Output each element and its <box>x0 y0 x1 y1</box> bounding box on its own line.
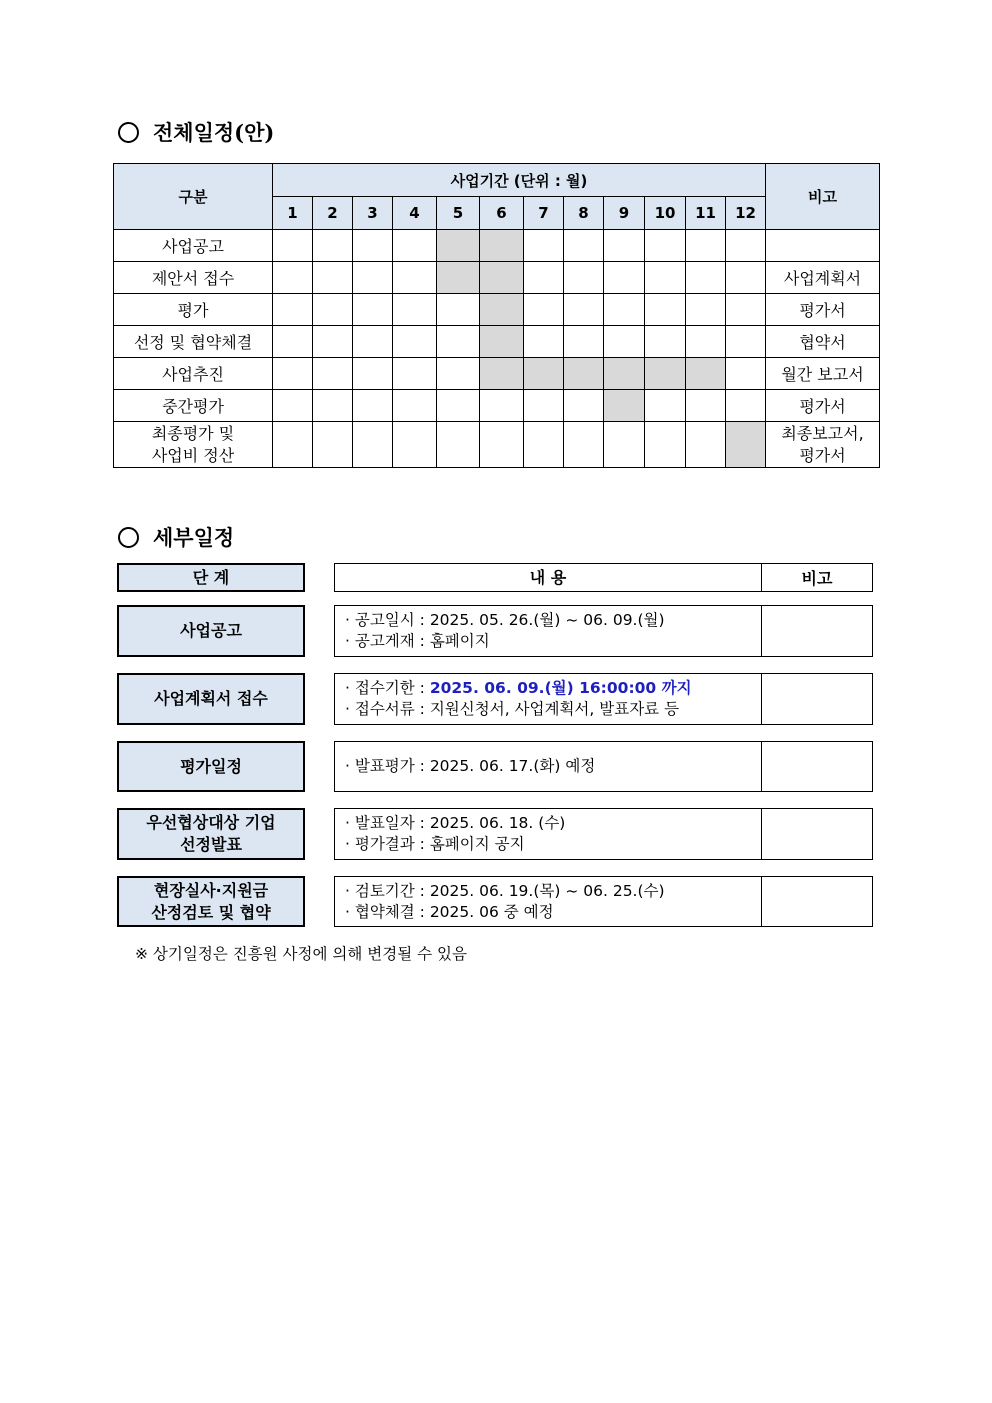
month-header-1: 1 <box>273 197 313 230</box>
month-cell <box>273 390 313 422</box>
month-cell <box>604 262 645 294</box>
active-month-cell <box>604 358 645 390</box>
active-month-cell <box>480 326 524 358</box>
month-cell <box>645 326 686 358</box>
detail-stage-label: 평가일정 <box>117 741 305 792</box>
schedule-row <box>114 358 880 390</box>
month-cell <box>353 294 393 326</box>
detail-stage-label: 사업계획서 접수 <box>117 673 305 725</box>
detail-content-line: · 발표일자 : 2025. 06. 18. (수) <box>345 814 566 832</box>
month-cell <box>726 326 766 358</box>
detail-header-note: 비고 <box>761 563 873 592</box>
schedule-row-note: 협약서 <box>766 326 880 358</box>
month-cell <box>393 262 437 294</box>
month-cell <box>524 390 564 422</box>
schedule-row-label: 최종평가 및 사업비 정산 <box>114 422 273 468</box>
month-header-7: 7 <box>524 197 564 230</box>
header-period: 사업기간 (단위 : 월) <box>273 164 766 197</box>
month-cell <box>313 390 353 422</box>
month-cell <box>393 294 437 326</box>
month-cell <box>726 294 766 326</box>
month-cell <box>480 422 524 468</box>
month-cell <box>353 230 393 262</box>
month-cell <box>353 422 393 468</box>
detail-stage-note <box>761 741 873 792</box>
detail-content-line: · 협약체결 : 2025. 06 중 예정 <box>345 902 554 921</box>
month-cell <box>437 294 480 326</box>
month-cell <box>686 230 726 262</box>
active-month-cell <box>480 230 524 262</box>
detail-stage-content <box>334 808 762 860</box>
month-cell <box>645 262 686 294</box>
detail-stage-note <box>761 605 873 657</box>
month-cell <box>524 230 564 262</box>
month-cell <box>604 230 645 262</box>
month-cell <box>313 358 353 390</box>
month-cell <box>564 326 604 358</box>
month-cell <box>604 326 645 358</box>
month-header-6: 6 <box>480 197 524 230</box>
detail-stage-label: 우선협상대상 기업 선정발표 <box>117 808 305 860</box>
month-cell <box>686 294 726 326</box>
detail-content-line: · 검토기간 : 2025. 06. 19.(목) ~ 06. 25.(수) <box>345 881 665 900</box>
month-cell <box>313 422 353 468</box>
month-cell <box>437 358 480 390</box>
month-cell <box>604 294 645 326</box>
month-cell <box>564 390 604 422</box>
schedule-row-note: 평가서 <box>766 294 880 326</box>
month-cell <box>645 294 686 326</box>
schedule-row-note: 최종보고서, 평가서 <box>766 422 880 468</box>
month-header-2: 2 <box>313 197 353 230</box>
active-month-cell <box>524 358 564 390</box>
active-month-cell <box>726 422 766 468</box>
schedule-row-label: 사업공고 <box>114 230 273 262</box>
month-cell <box>726 390 766 422</box>
overall-schedule-table <box>113 163 880 468</box>
month-cell <box>313 262 353 294</box>
month-cell <box>437 422 480 468</box>
month-cell <box>273 358 313 390</box>
month-cell <box>273 422 313 468</box>
schedule-row-label: 제안서 접수 <box>114 262 273 294</box>
month-cell <box>524 262 564 294</box>
month-cell <box>353 262 393 294</box>
month-cell <box>524 294 564 326</box>
month-cell <box>726 262 766 294</box>
schedule-row <box>114 326 880 358</box>
detail-content-line: · 접수기한 : 2025. 06. 09.(월) 16:00:00 까지 <box>345 679 692 697</box>
active-month-cell <box>645 358 686 390</box>
schedule-row <box>114 422 880 468</box>
month-cell <box>686 262 726 294</box>
month-cell <box>645 422 686 468</box>
detail-stage-content <box>334 605 762 657</box>
month-cell <box>393 390 437 422</box>
month-cell <box>353 326 393 358</box>
schedule-row <box>114 390 880 422</box>
detail-schedule-title <box>118 522 234 552</box>
schedule-footnote: ※ 상기일정은 진흥원 사정에 의해 변경될 수 있음 <box>135 945 467 963</box>
schedule-row-label: 선정 및 협약체결 <box>114 326 273 358</box>
active-month-cell <box>564 358 604 390</box>
month-cell <box>726 358 766 390</box>
month-cell <box>686 326 726 358</box>
month-cell <box>437 326 480 358</box>
detail-stage-note <box>761 673 873 725</box>
detail-stage-label: 현장실사·지원금 산정검토 및 협약 <box>117 876 305 927</box>
detail-content-line: · 평가결과 : 홈페이지 공지 <box>345 835 525 853</box>
month-cell <box>564 230 604 262</box>
schedule-row-note: 월간 보고서 <box>766 358 880 390</box>
month-cell <box>393 230 437 262</box>
month-cell <box>353 390 393 422</box>
month-header-4: 4 <box>393 197 437 230</box>
month-cell <box>564 422 604 468</box>
month-cell <box>313 294 353 326</box>
schedule-row-label: 중간평가 <box>114 390 273 422</box>
month-cell <box>686 422 726 468</box>
month-cell <box>313 230 353 262</box>
overall-schedule-title <box>118 117 274 147</box>
month-cell <box>393 422 437 468</box>
header-note: 비고 <box>766 164 880 230</box>
month-cell <box>313 326 353 358</box>
schedule-row-label: 평가 <box>114 294 273 326</box>
month-cell <box>273 294 313 326</box>
month-header-8: 8 <box>564 197 604 230</box>
detail-content-line: · 공고게재 : 홈페이지 <box>345 632 490 650</box>
month-header-11: 11 <box>686 197 726 230</box>
month-cell <box>564 294 604 326</box>
month-cell <box>393 358 437 390</box>
schedule-row <box>114 294 880 326</box>
month-cell <box>524 422 564 468</box>
circle-bullet-icon <box>118 122 139 143</box>
month-cell <box>273 230 313 262</box>
month-cell <box>564 262 604 294</box>
month-cell <box>645 230 686 262</box>
month-cell <box>726 230 766 262</box>
month-cell <box>353 358 393 390</box>
month-header-5: 5 <box>437 197 480 230</box>
detail-content-line: · 발표평가 : 2025. 06. 17.(화) 예정 <box>345 757 596 775</box>
month-header-12: 12 <box>726 197 766 230</box>
month-cell <box>393 326 437 358</box>
month-cell <box>437 390 480 422</box>
active-month-cell <box>480 262 524 294</box>
active-month-cell <box>480 294 524 326</box>
detail-schedule-title-text: 세부일정 <box>153 525 235 550</box>
active-month-cell <box>480 358 524 390</box>
detail-stage-content <box>334 741 762 792</box>
month-cell <box>273 262 313 294</box>
detail-header-stage: 단 계 <box>117 563 305 592</box>
detail-stage-note <box>761 808 873 860</box>
month-header-10: 10 <box>645 197 686 230</box>
active-month-cell <box>437 262 480 294</box>
detail-stage-content <box>334 876 762 927</box>
header-category: 구분 <box>114 164 273 230</box>
overall-schedule-title-text: 전체일정(안) <box>153 120 275 145</box>
detail-content-line: · 접수서류 : 지원신청서, 사업계획서, 발표자료 등 <box>345 700 680 718</box>
detail-stage-label: 사업공고 <box>117 605 305 657</box>
schedule-row <box>114 262 880 294</box>
detail-stage-note <box>761 876 873 927</box>
month-cell <box>604 422 645 468</box>
schedule-row <box>114 230 880 262</box>
circle-bullet-icon <box>118 527 139 548</box>
schedule-row-note: 사업계획서 <box>766 262 880 294</box>
active-month-cell <box>437 230 480 262</box>
month-cell <box>645 390 686 422</box>
active-month-cell <box>686 358 726 390</box>
schedule-row-note: 평가서 <box>766 390 880 422</box>
month-cell <box>480 390 524 422</box>
detail-stage-content <box>334 673 762 725</box>
schedule-row-note <box>766 230 880 262</box>
schedule-row-label: 사업추진 <box>114 358 273 390</box>
active-month-cell <box>604 390 645 422</box>
month-cell <box>524 326 564 358</box>
month-header-3: 3 <box>353 197 393 230</box>
month-header-9: 9 <box>604 197 645 230</box>
detail-header-content: 내 용 <box>334 563 762 592</box>
month-cell <box>686 390 726 422</box>
deadline-highlight: 2025. 06. 09.(월) 16:00:00 까지 <box>429 679 692 697</box>
month-cell <box>273 326 313 358</box>
detail-content-line: · 공고일시 : 2025. 05. 26.(월) ~ 06. 09.(월) <box>345 611 665 629</box>
